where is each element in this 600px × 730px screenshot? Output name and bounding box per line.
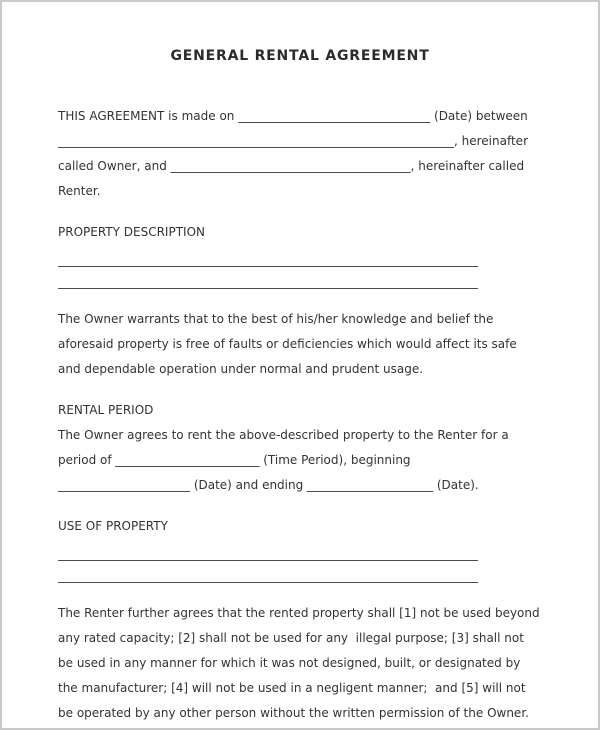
section-heading-use-of-property: USE OF PROPERTY (58, 519, 168, 533)
owner-warranty-paragraph: The Owner warrants that to the best of his/her knowledge and belief the aforesaid property is free of faults or deficiencies which would affect its safe and dependable operation under normal and prudent usage. (58, 312, 521, 376)
section-heading-rental-period: RENTAL PERIOD (58, 403, 154, 417)
agreement-intro-paragraph: THIS AGREEMENT is made on ________________________________ (Date) between __________________________________________________________________, hereinafter called Owner, and ________________________________________, hereinafter called Renter. (58, 109, 532, 198)
rental-period-paragraph: The Owner agrees to rent the above-described property to the Renter for a period of ________________________ (Time Period), beginning ______________________ (Date) and ending _____________________ (Date). (58, 428, 513, 492)
renter-obligations-paragraph: The Renter further agrees that the rented property shall [1] not be used beyond any rated capacity; [2] shall not be used for any illegal purpose; [3] shall not be used in any manner for which it was not designed, built, or designated by the manufacturer; [4] will not be used in a negligent manner; and [5] will not be operated by any other person without the written permission of the Owner. (58, 606, 544, 720)
property-description-blanks (58, 249, 542, 293)
section-heading-property-description: PROPERTY DESCRIPTION (58, 225, 205, 239)
use-of-property-blanks (58, 543, 542, 587)
fill-in-blank-line: ______________________________________________________________________ (58, 275, 478, 289)
document-title: GENERAL RENTAL AGREEMENT (170, 48, 430, 64)
fill-in-blank-line: ______________________________________________________________________ (58, 253, 478, 267)
fill-in-blank-line: ______________________________________________________________________ (58, 569, 478, 583)
fill-in-blank-line: ______________________________________________________________________ (58, 547, 478, 561)
